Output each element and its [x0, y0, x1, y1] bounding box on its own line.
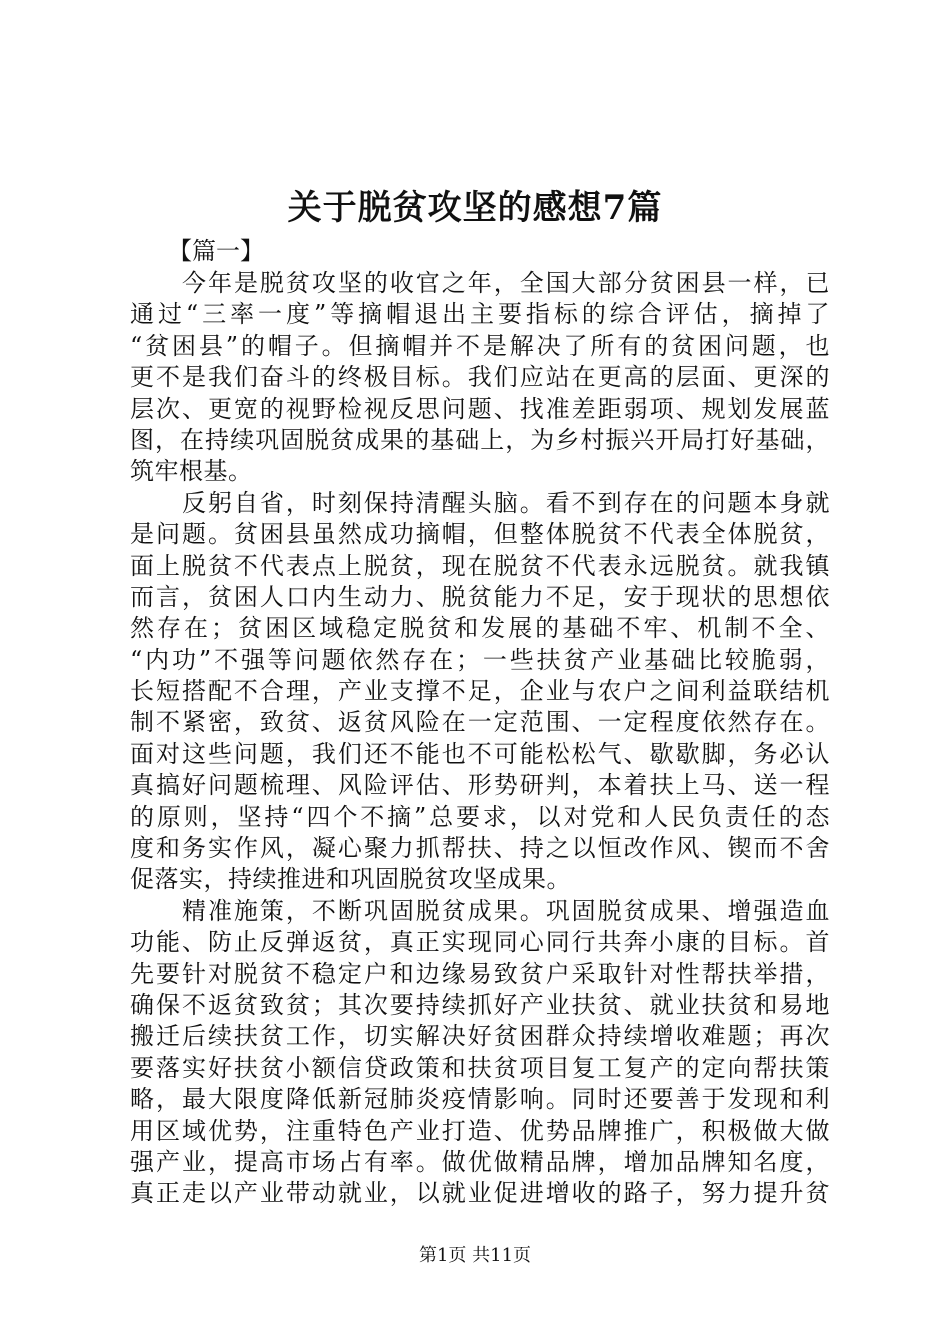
text-line: 要落实好扶贫小额信贷政策和扶贫项目复工复产的定向帮扶策 [130, 1053, 830, 1082]
text-line: 的原则，坚持“四个不摘”总要求，以对党和人民负责任的态 [130, 802, 830, 831]
text-line: 是问题。贫困县虽然成功摘帽，但整体脱贫不代表全体脱贫， [130, 520, 830, 549]
page-footer: 第1页 共11页 [418, 1245, 532, 1266]
document-body [130, 268, 830, 1210]
text-line: 确保不返贫致贫；其次要持续抓好产业扶贫、就业扶贫和易地 [130, 990, 830, 1019]
text-line: 搬迁后续扶贫工作，切实解决好贫困群众持续增收难题；再次 [130, 1022, 830, 1051]
text-line: 度和务实作风，凝心聚力抓帮扶、持之以恒改作风、锲而不舍 [130, 834, 830, 863]
paragraph-2 [130, 488, 830, 896]
text-line: 面上脱贫不代表点上脱贫，现在脱贫不代表永远脱贫。就我镇 [130, 551, 830, 580]
text-line: 通过“三率一度”等摘帽退出主要指标的综合评估，摘掉了 [130, 300, 830, 329]
document-title: 关于脱贫攻坚的感想7篇 [287, 188, 663, 228]
text-line: 筑牢根基。 [130, 457, 253, 486]
text-line: 然存在；贫困区域稳定脱贫和发展的基础不牢、机制不全、 [130, 614, 830, 643]
text-line: 面对这些问题，我们还不能也不可能松松气、歇歇脚，务必认 [130, 739, 830, 768]
text-line: 用区域优势，注重特色产业打造、优势品牌推广，积极做大做 [130, 1116, 830, 1145]
text-line: 略，最大限度降低新冠肺炎疫情影响。同时还要善于发现和利 [130, 1085, 830, 1114]
text-line: 今年是脱贫攻坚的收官之年，全国大部分贫困县一样，已 [182, 269, 830, 297]
text-line: 而言，贫困人口内生动力、脱贫能力不足，安于现状的思想依 [130, 582, 830, 611]
text-line: 更不是我们奋斗的终极目标。我们应站在更高的层面、更深的 [130, 363, 830, 392]
text-line: “贫困县”的帽子。但摘帽并不是解决了所有的贫困问题，也 [130, 331, 830, 360]
paragraph-1 [130, 268, 830, 488]
text-line: 反躬自省，时刻保持清醒头脑。看不到存在的问题本身就 [182, 488, 830, 517]
text-line: 层次、更宽的视野检视反思问题、找准差距弱项、规划发展蓝 [130, 394, 830, 423]
section-label: 【篇一】 [168, 237, 264, 265]
text-line: 真正走以产业带动就业，以就业促进增收的路子，努力提升贫 [130, 1179, 830, 1208]
text-line: 长短搭配不合理，产业支撑不足，企业与农户之间利益联结机 [130, 677, 830, 706]
text-line: 功能、防止反弹返贫，真正实现同心同行共奔小康的目标。首 [130, 928, 830, 957]
text-line: 强产业，提高市场占有率。做优做精品牌，增加品牌知名度， [130, 1147, 830, 1176]
text-line: 先要针对脱贫不稳定户和边缘易致贫户采取针对性帮扶举措， [130, 959, 830, 988]
text-line: 图，在持续巩固脱贫成果的基础上，为乡村振兴开局打好基础， [130, 425, 830, 454]
text-line: “内功”不强等问题依然存在；一些扶贫产业基础比较脆弱， [130, 645, 830, 674]
paragraph-3 [130, 896, 830, 1210]
text-line: 精准施策，不断巩固脱贫成果。巩固脱贫成果、增强造血 [182, 896, 830, 925]
text-line: 制不紧密，致贫、返贫风险在一定范围、一定程度依然存在。 [130, 708, 830, 737]
text-line: 促落实，持续推进和巩固脱贫攻坚成果。 [130, 865, 571, 894]
text-line: 真搞好问题梳理、风险评估、形势研判，本着扶上马、送一程 [130, 771, 830, 800]
